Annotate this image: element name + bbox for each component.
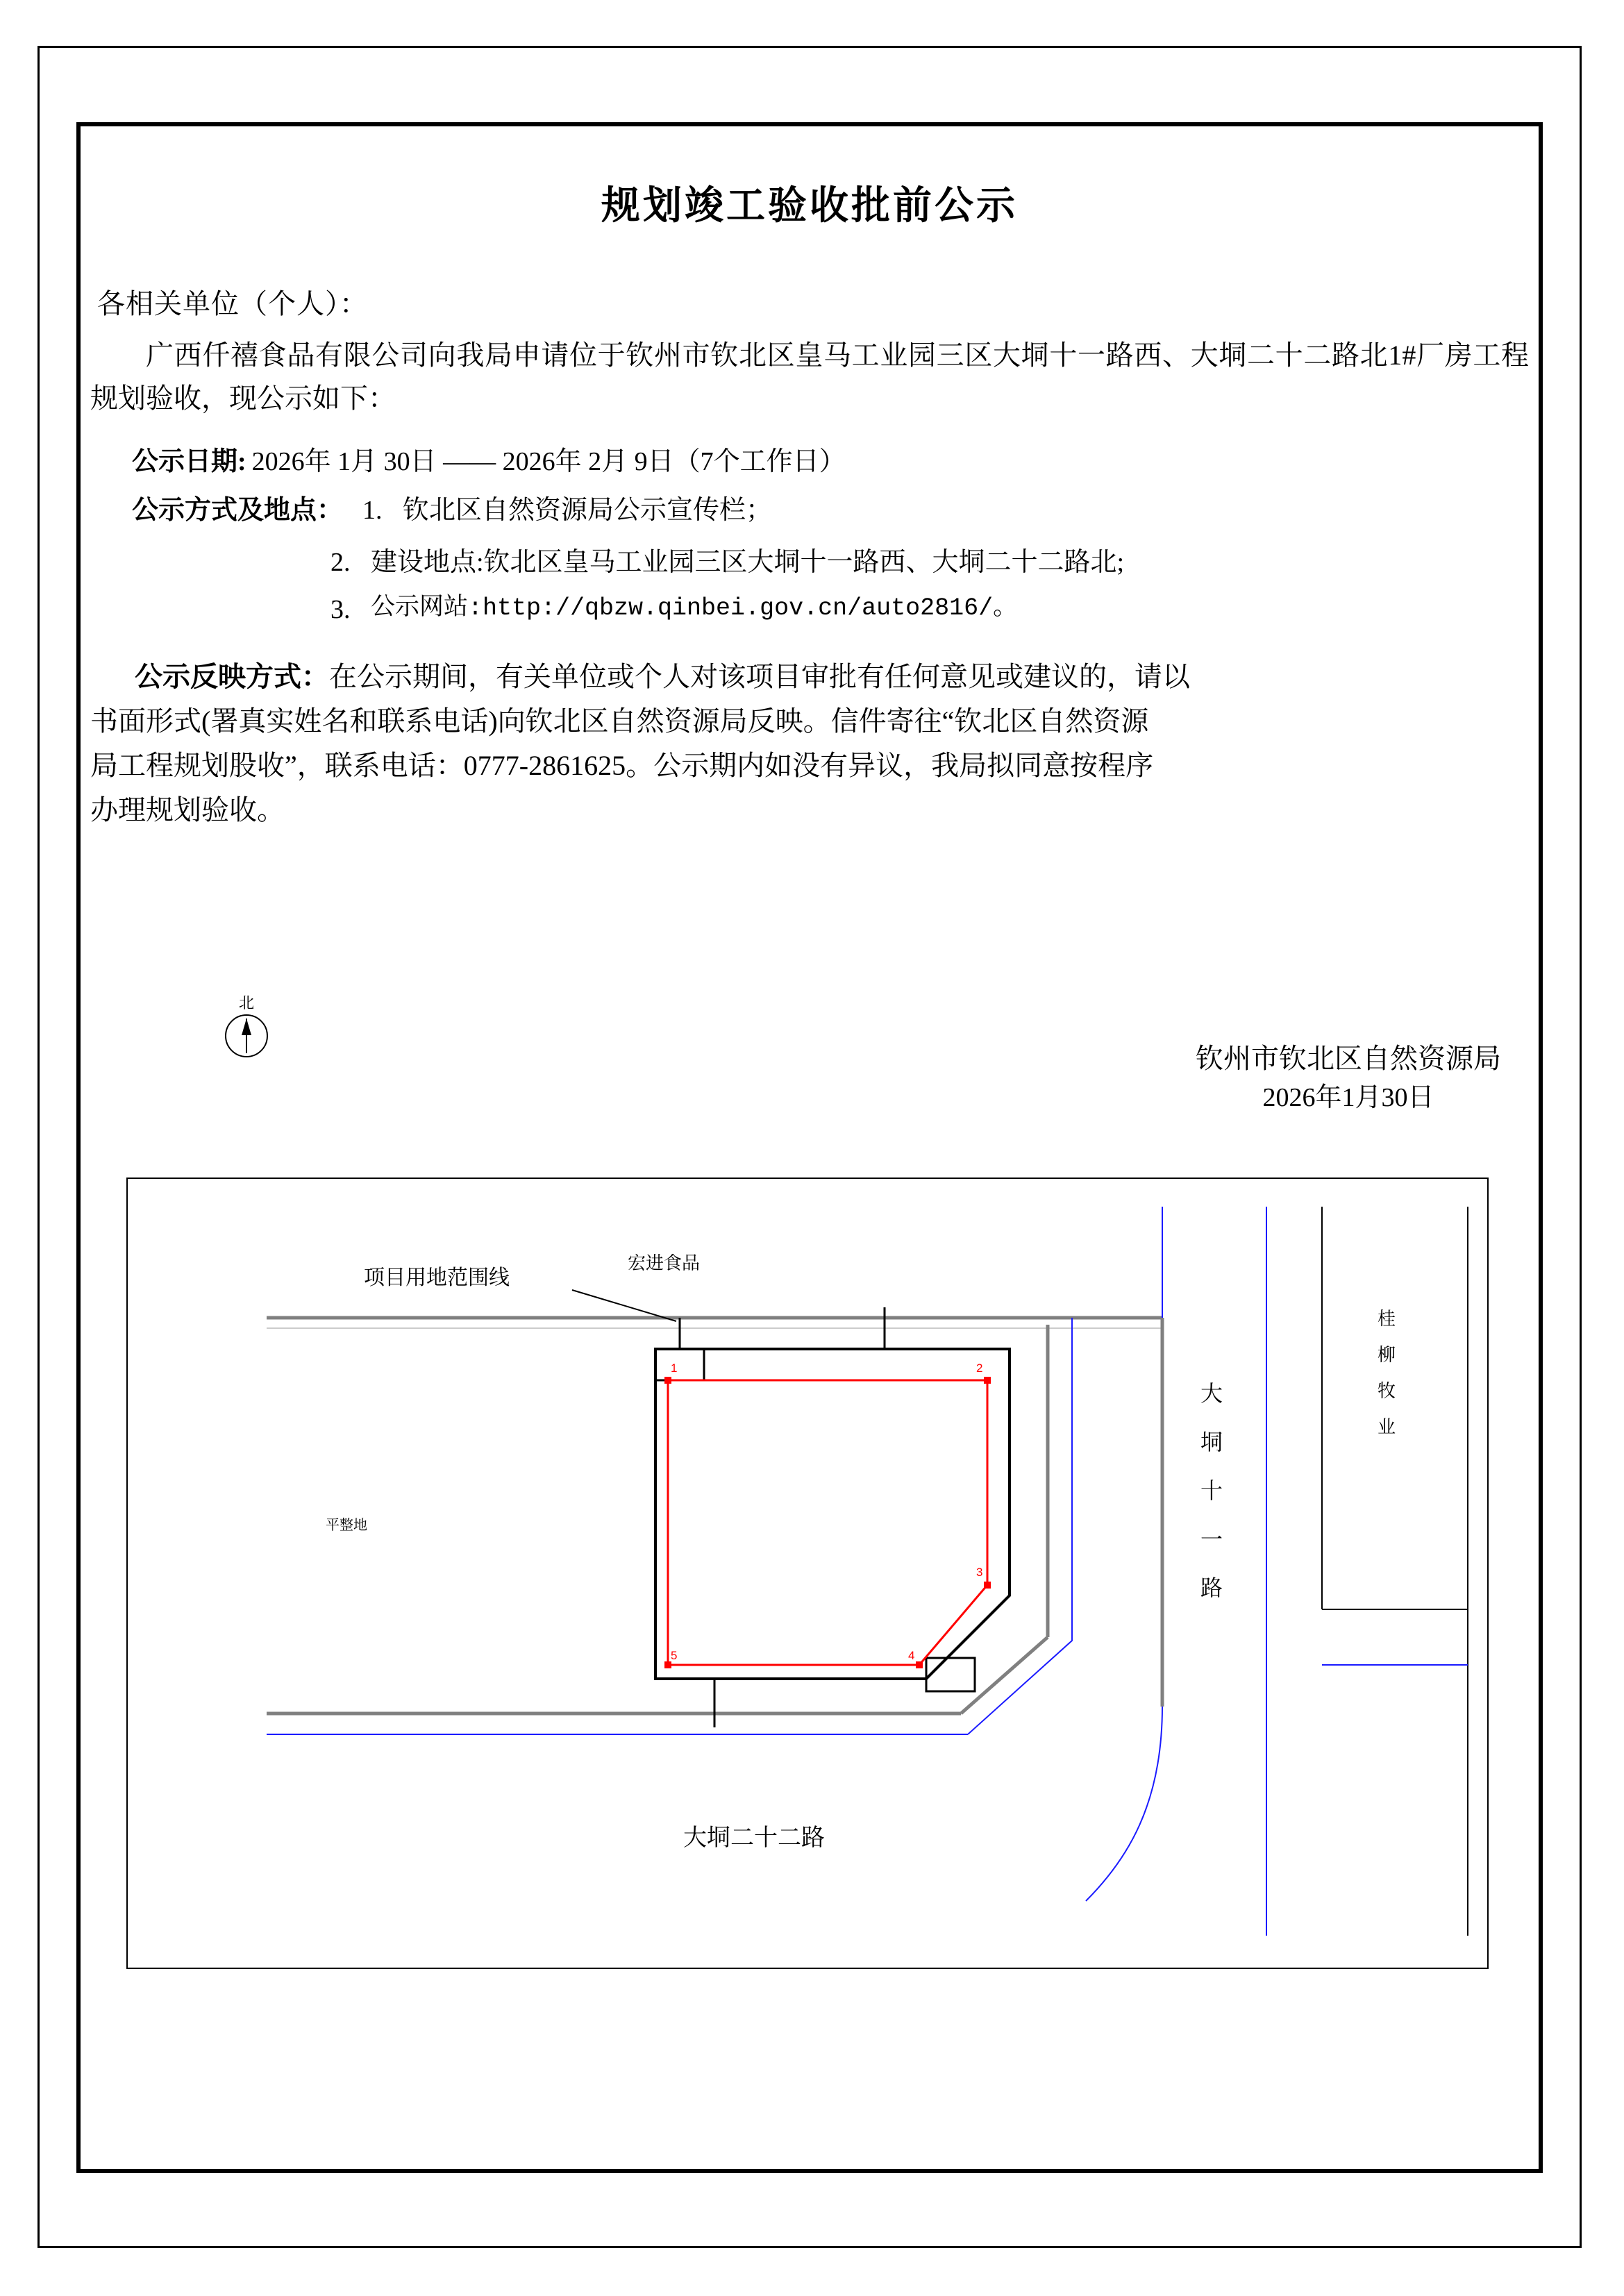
map-label-road-south: 大垌二十二路 <box>683 1825 825 1851</box>
svg-text:一: 一 <box>1200 1527 1223 1552</box>
svg-text:5: 5 <box>671 1649 678 1662</box>
map-label-hongjin: 宏进食品 <box>628 1253 701 1273</box>
svg-text:3: 3 <box>976 1566 983 1579</box>
compass-north-label: 北 <box>238 994 254 1012</box>
publish-method-row <box>132 489 1529 537</box>
site-plan-map <box>126 1178 1489 1969</box>
method-item-2-text: 建设地点:钦北区皇马工业园三区大垌十一路西、大垌二十二路北; <box>371 548 1125 578</box>
salutation: 各相关单位（个人）： <box>97 288 368 319</box>
svg-text:大: 大 <box>1200 1381 1223 1406</box>
svg-text:桂: 桂 <box>1378 1309 1396 1329</box>
svg-text:垌: 垌 <box>1200 1430 1223 1455</box>
method-item-3-number: 3. <box>330 594 351 624</box>
method-item-1-text: 钦北区自然资源局公示宣传栏； <box>403 495 773 525</box>
svg-text:牧: 牧 <box>1378 1381 1396 1401</box>
method-item-1 <box>343 489 1529 533</box>
publish-date-value: 2026年 1月 30日 —— 2026年 2月 9日（7个工作日） <box>251 447 846 476</box>
page-title: 规划竣工验收批前公示 <box>601 185 1018 228</box>
method-items-rest <box>311 542 1529 631</box>
method-item-2-number: 2. <box>330 548 351 578</box>
compass-circle <box>225 1014 268 1057</box>
svg-text:柳: 柳 <box>1378 1345 1396 1365</box>
publish-method-label: 公示方式及地点： <box>132 495 344 525</box>
feedback-block <box>90 655 1529 832</box>
publish-date-row <box>132 441 1529 484</box>
feedback-line-1: 在公示期间，有关单位或个人对该项目审批有任何意见或建议的，请以 <box>329 661 1190 693</box>
compass-needle-icon <box>242 1019 251 1035</box>
svg-text:十: 十 <box>1200 1478 1223 1503</box>
document-content <box>90 136 1529 2159</box>
svg-text:路: 路 <box>1200 1575 1223 1600</box>
signature-block <box>1196 1039 1501 1117</box>
feedback-label: 公示反映方式： <box>135 661 329 693</box>
svg-text:2: 2 <box>976 1361 983 1375</box>
notice-fields <box>132 441 1529 631</box>
method-item-2 <box>311 542 1529 585</box>
feedback-line-4: 办理规划验收。 <box>90 794 285 826</box>
map-label-flat-land: 平整地 <box>326 1518 367 1533</box>
svg-text:业: 业 <box>1378 1417 1396 1437</box>
issue-date: 2026年1月30日 <box>1262 1083 1434 1112</box>
feedback-line-2: 书面形式(署真实姓名和联系电话)向钦北区自然资源局反映。信件寄往“钦北区自然资源 <box>90 705 1149 737</box>
body-paragraph: 广西仟禧食品有限公司向我局申请位于钦州市钦北区皇马工业园三区大垌十一路西、大垌二十二路北1#厂房工程规划验收，现公示如下： <box>90 340 1529 414</box>
svg-text:4: 4 <box>908 1649 915 1662</box>
feedback-line-3: 局工程规划股收”，联系电话：0777-2861625。公示期内如没有异议，我局拟同意按程序 <box>90 750 1154 782</box>
method-item-1-number: 1. <box>362 495 383 525</box>
map-label-boundary-note: 项目用地范围线 <box>364 1266 510 1289</box>
compass-rose <box>208 991 285 1057</box>
svg-text:1: 1 <box>671 1361 678 1375</box>
method-item-3-text[interactable]: 公示网站:http://qbzw.qinbei.gov.cn/auto2816/。 <box>371 594 1018 622</box>
method-item-3 <box>311 589 1529 632</box>
publish-date-label: 公示日期: <box>132 447 246 476</box>
issuing-authority: 钦州市钦北区自然资源局 <box>1196 1043 1501 1074</box>
